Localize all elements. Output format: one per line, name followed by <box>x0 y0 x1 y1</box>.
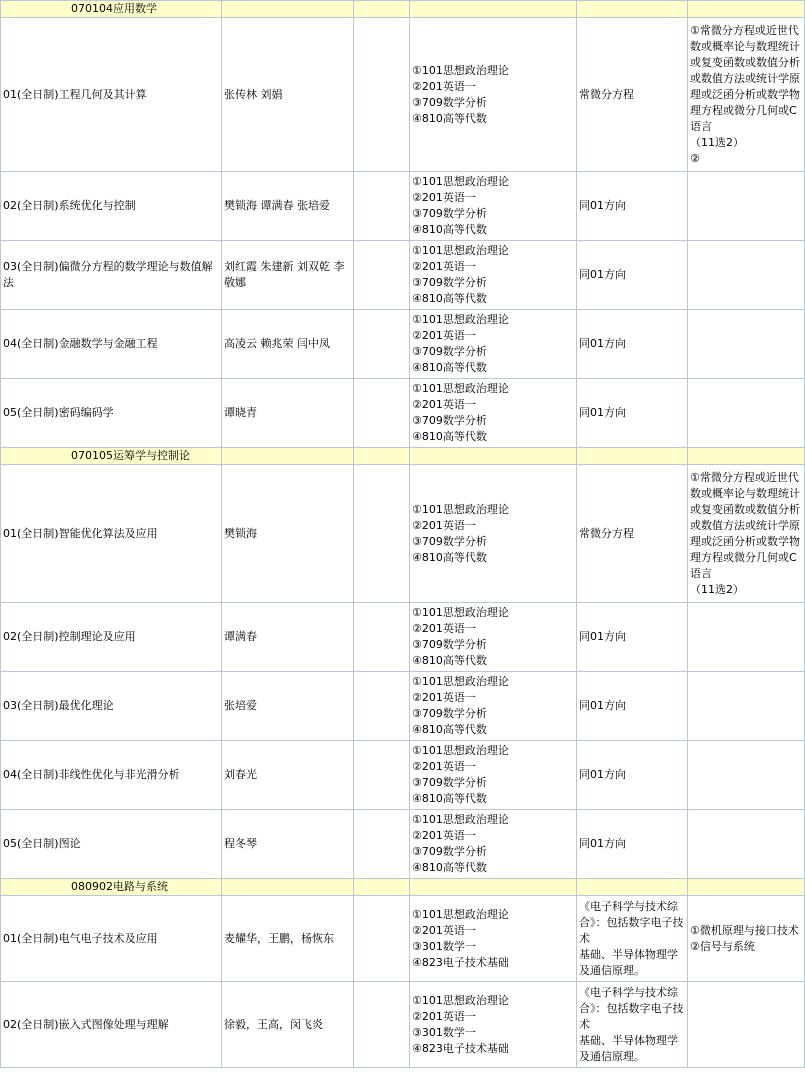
exam-subjects-cell: ①101思想政治理论 ②201英语一 ③709数学分析 ④810高等代数 <box>410 241 577 310</box>
table-row <box>1 18 805 172</box>
exam-subjects-cell: ①101思想政治理论 ②201英语一 ③709数学分析 ④810高等代数 <box>410 465 577 603</box>
enrollment-cell <box>354 310 410 379</box>
table-row <box>1 310 805 379</box>
supervisors-cell: 刘红霞 朱建新 刘双乾 李敬娜 <box>222 241 354 310</box>
supervisors-cell: 刘春光 <box>222 741 354 810</box>
retest-subject-cell: 《电子科学与技术综合》：包括数字电子技术 基础、半导体物理学及通信原理。 <box>577 896 688 982</box>
notes-cell <box>688 672 805 741</box>
exam-subjects-cell: ①101思想政治理论 ②201英语一 ③709数学分析 ④810高等代数 <box>410 603 577 672</box>
enrollment-cell <box>354 172 410 241</box>
section-header <box>1 1 805 18</box>
supervisors-cell: 麦耀华，王鹏，杨恢东 <box>222 896 354 982</box>
section-title: 080902电路与系统 <box>1 879 222 896</box>
research-direction-cell: 01(全日制)工程几何及其计算 <box>1 18 222 172</box>
retest-subject-cell: 常微分方程 <box>577 465 688 603</box>
notes-cell: ①常微分方程或近世代数或概率论与数理统计或复变函数或数值分析或数值方法或统计学原理或泛函分析或数学物理方程或微分几何或C语言 （11选2） <box>688 465 805 603</box>
section-header-cell <box>222 879 354 896</box>
notes-cell <box>688 310 805 379</box>
section-header-cell <box>222 1 354 18</box>
table-row <box>1 672 805 741</box>
table-row <box>1 603 805 672</box>
retest-subject-cell: 《电子科学与技术综合》：包括数字电子技术 基础、半导体物理学及通信原理。 <box>577 982 688 1068</box>
table-row <box>1 465 805 603</box>
enrollment-cell <box>354 741 410 810</box>
section-header-cell <box>410 879 577 896</box>
section-header-cell <box>354 1 410 18</box>
retest-subject-cell: 同01方向 <box>577 741 688 810</box>
research-direction-cell: 01(全日制)智能优化算法及应用 <box>1 465 222 603</box>
section-header-cell <box>410 1 577 18</box>
supervisors-cell: 徐毅，王高，闵飞炎 <box>222 982 354 1068</box>
notes-cell: ①常微分方程或近世代数或概率论与数理统计或复变函数或数值分析或数值方法或统计学原理或泛函分析或数学物理方程或微分几何或C语言 （11选2） ② <box>688 18 805 172</box>
table-row <box>1 172 805 241</box>
notes-cell <box>688 982 805 1068</box>
enrollment-cell <box>354 810 410 879</box>
table-row <box>1 241 805 310</box>
research-direction-cell: 04(全日制)非线性优化与非光滑分析 <box>1 741 222 810</box>
table-row <box>1 982 805 1068</box>
retest-subject-cell: 同01方向 <box>577 310 688 379</box>
research-direction-cell: 05(全日制)图论 <box>1 810 222 879</box>
enrollment-cell <box>354 896 410 982</box>
exam-subjects-cell: ①101思想政治理论 ②201英语一 ③709数学分析 ④810高等代数 <box>410 741 577 810</box>
table-row <box>1 741 805 810</box>
section-header <box>1 879 805 896</box>
section-header-cell <box>688 448 805 465</box>
notes-cell <box>688 810 805 879</box>
retest-subject-cell: 常微分方程 <box>577 18 688 172</box>
retest-subject-cell: 同01方向 <box>577 241 688 310</box>
exam-subjects-cell: ①101思想政治理论 ②201英语一 ③709数学分析 ④810高等代数 <box>410 672 577 741</box>
retest-subject-cell: 同01方向 <box>577 172 688 241</box>
section-title: 070104应用数学 <box>1 1 222 18</box>
enrollment-cell <box>354 603 410 672</box>
enrollment-cell <box>354 379 410 448</box>
research-direction-cell: 01(全日制)电气电子技术及应用 <box>1 896 222 982</box>
table-row <box>1 896 805 982</box>
notes-cell <box>688 603 805 672</box>
section-header-cell <box>354 448 410 465</box>
notes-cell <box>688 379 805 448</box>
exam-subjects-cell: ①101思想政治理论 ②201英语一 ③301数学一 ④823电子技术基础 <box>410 896 577 982</box>
exam-subjects-cell: ①101思想政治理论 ②201英语一 ③709数学分析 ④810高等代数 <box>410 379 577 448</box>
supervisors-cell: 张传林 刘娟 <box>222 18 354 172</box>
supervisors-cell: 谭晓青 <box>222 379 354 448</box>
notes-cell <box>688 172 805 241</box>
exam-subjects-cell: ①101思想政治理论 ②201英语一 ③709数学分析 ④810高等代数 <box>410 810 577 879</box>
retest-subject-cell: 同01方向 <box>577 603 688 672</box>
exam-subjects-cell: ①101思想政治理论 ②201英语一 ③709数学分析 ④810高等代数 <box>410 18 577 172</box>
table-row <box>1 379 805 448</box>
supervisors-cell: 樊锁海 <box>222 465 354 603</box>
supervisors-cell: 樊锁海 谭满春 张培爱 <box>222 172 354 241</box>
notes-cell <box>688 741 805 810</box>
supervisors-cell: 程冬琴 <box>222 810 354 879</box>
enrollment-cell <box>354 18 410 172</box>
retest-subject-cell: 同01方向 <box>577 672 688 741</box>
enrollment-cell <box>354 672 410 741</box>
research-direction-cell: 03(全日制)偏微分方程的数学理论与数值解法 <box>1 241 222 310</box>
enrollment-cell <box>354 241 410 310</box>
section-header-cell <box>577 879 688 896</box>
section-header-cell <box>410 448 577 465</box>
enrollment-cell <box>354 465 410 603</box>
section-title: 070105运筹学与控制论 <box>1 448 222 465</box>
exam-subjects-cell: ①101思想政治理论 ②201英语一 ③709数学分析 ④810高等代数 <box>410 310 577 379</box>
notes-cell: ①微机原理与接口技术 ②信号与系统 <box>688 896 805 982</box>
section-header-cell <box>577 1 688 18</box>
exam-subjects-cell: ①101思想政治理论 ②201英语一 ③301数学一 ④823电子技术基础 <box>410 982 577 1068</box>
research-direction-cell: 03(全日制)最优化理论 <box>1 672 222 741</box>
notes-cell <box>688 241 805 310</box>
supervisors-cell: 张培爱 <box>222 672 354 741</box>
supervisors-cell: 高凌云 赖兆荣 闫中凤 <box>222 310 354 379</box>
research-direction-cell: 02(全日制)控制理论及应用 <box>1 603 222 672</box>
section-header <box>1 448 805 465</box>
exam-subjects-cell: ①101思想政治理论 ②201英语一 ③709数学分析 ④810高等代数 <box>410 172 577 241</box>
enrollment-cell <box>354 982 410 1068</box>
research-direction-cell: 04(全日制)金融数学与金融工程 <box>1 310 222 379</box>
section-header-cell <box>688 879 805 896</box>
section-header-cell <box>577 448 688 465</box>
supervisors-cell: 谭满春 <box>222 603 354 672</box>
retest-subject-cell: 同01方向 <box>577 379 688 448</box>
retest-subject-cell: 同01方向 <box>577 810 688 879</box>
table-row <box>1 810 805 879</box>
research-direction-cell: 02(全日制)系统优化与控制 <box>1 172 222 241</box>
section-header-cell <box>222 448 354 465</box>
section-header-cell <box>688 1 805 18</box>
research-direction-cell: 02(全日制)嵌入式图像处理与理解 <box>1 982 222 1068</box>
section-header-cell <box>354 879 410 896</box>
research-direction-cell: 05(全日制)密码编码学 <box>1 379 222 448</box>
